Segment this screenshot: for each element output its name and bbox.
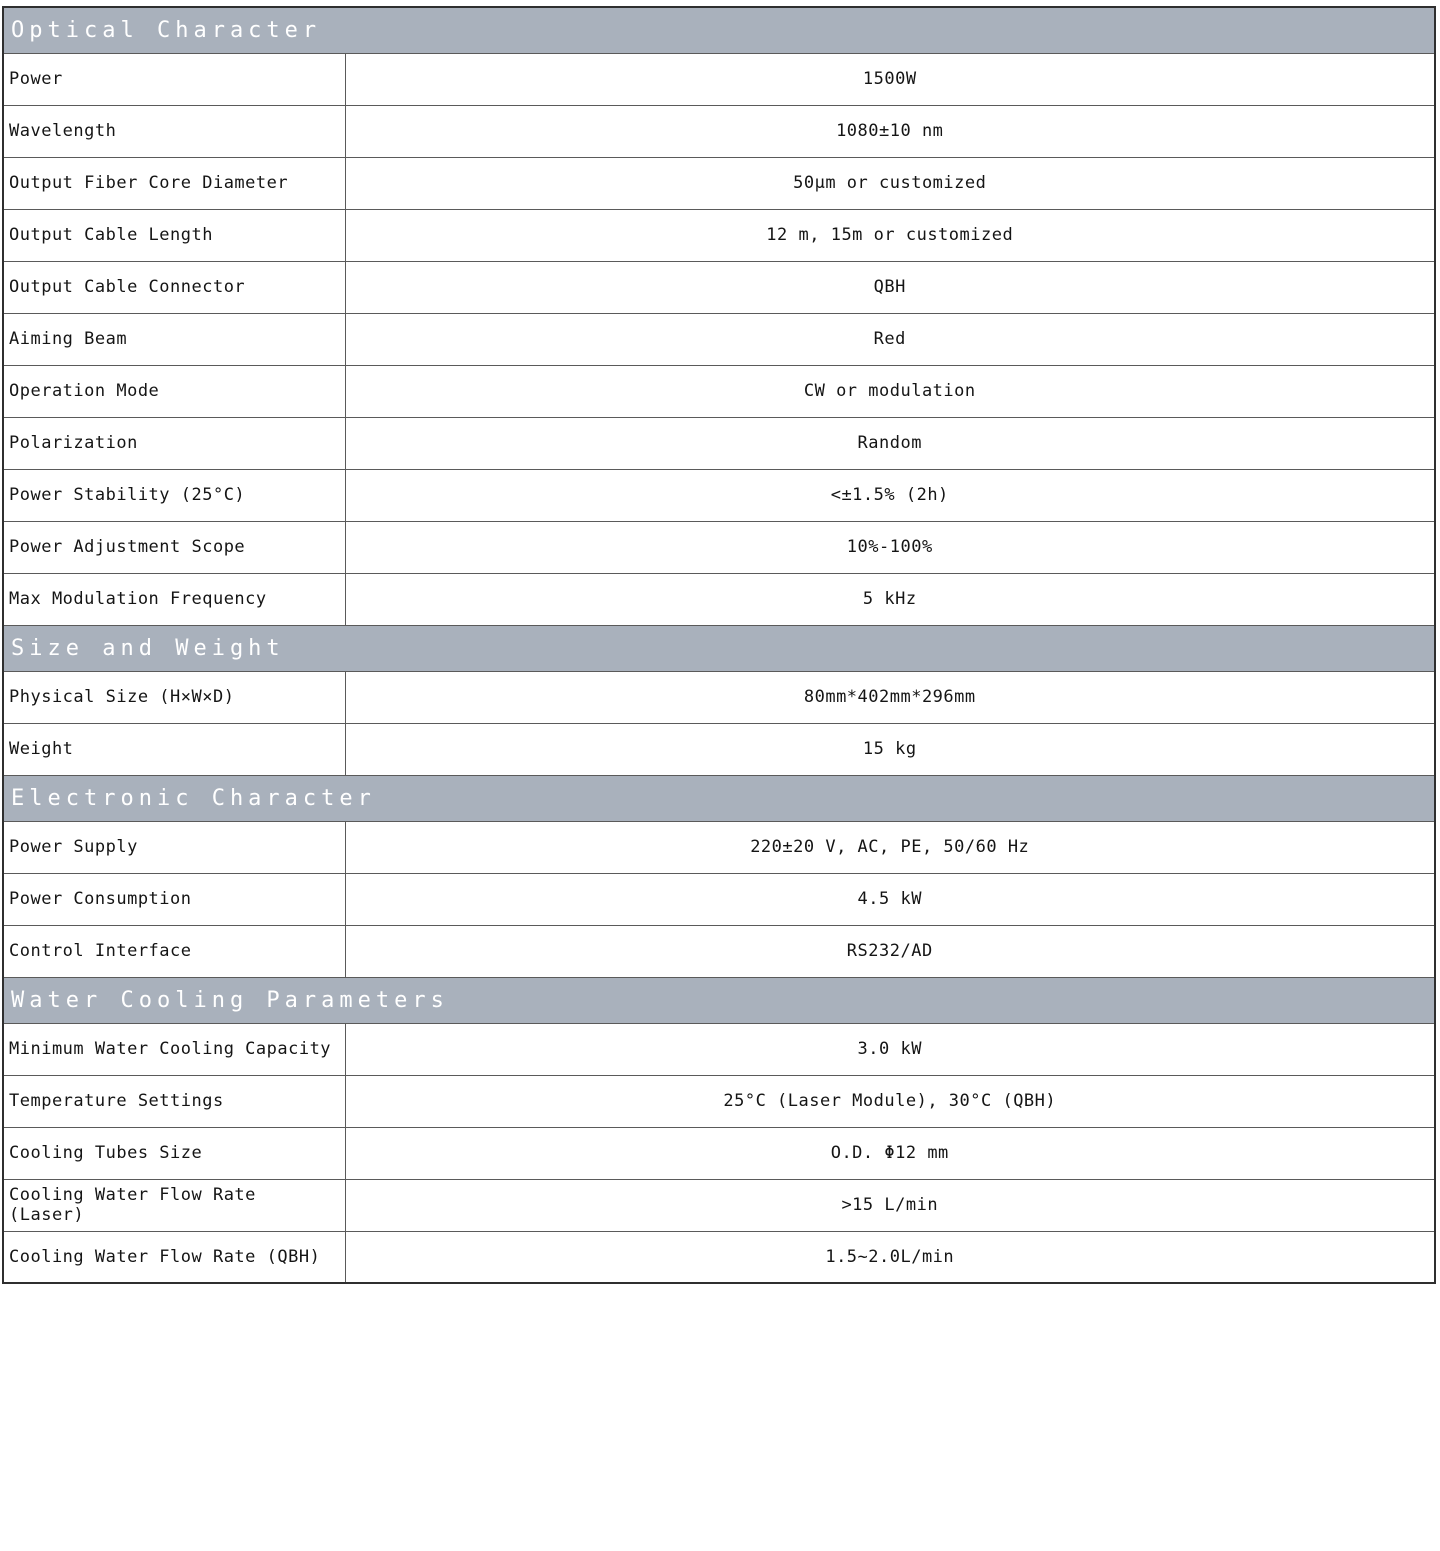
row-power-consumption bbox=[3, 873, 1435, 925]
row-output-fiber-core-diameter bbox=[3, 157, 1435, 209]
row-control-interface bbox=[3, 925, 1435, 977]
row-physical-size-h-w-d bbox=[3, 671, 1435, 723]
row-power-adjustment-scope-value: 10%-100% bbox=[345, 521, 1435, 573]
row-minimum-water-cooling-capacity-value: 3.0 kW bbox=[345, 1023, 1435, 1075]
row-temperature-settings-value: 25°C (Laser Module), 30°C (QBH) bbox=[345, 1075, 1435, 1127]
row-operation-mode bbox=[3, 365, 1435, 417]
section-title-optical-character: Optical Character bbox=[3, 7, 1435, 53]
row-max-modulation-frequency bbox=[3, 573, 1435, 625]
row-physical-size-h-w-d-label: Physical Size (H×W×D) bbox=[3, 671, 345, 723]
row-temperature-settings-label: Temperature Settings bbox=[3, 1075, 345, 1127]
row-cooling-water-flow-rate-qbh-value: 1.5~2.0L/min bbox=[345, 1231, 1435, 1283]
row-output-cable-length-value: 12 m, 15m or customized bbox=[345, 209, 1435, 261]
row-max-modulation-frequency-value: 5 kHz bbox=[345, 573, 1435, 625]
row-polarization-label: Polarization bbox=[3, 417, 345, 469]
row-wavelength-label: Wavelength bbox=[3, 105, 345, 157]
row-power-stability-25-c-label: Power Stability (25°C) bbox=[3, 469, 345, 521]
row-cooling-tubes-size bbox=[3, 1127, 1435, 1179]
row-polarization bbox=[3, 417, 1435, 469]
row-power-adjustment-scope-label: Power Adjustment Scope bbox=[3, 521, 345, 573]
row-cooling-tubes-size-label: Cooling Tubes Size bbox=[3, 1127, 345, 1179]
row-output-cable-connector bbox=[3, 261, 1435, 313]
row-power-consumption-value: 4.5 kW bbox=[345, 873, 1435, 925]
row-cooling-water-flow-rate-qbh bbox=[3, 1231, 1435, 1283]
section-title-water-cooling-parameters: Water Cooling Parameters bbox=[3, 977, 1435, 1023]
row-control-interface-value: RS232/AD bbox=[345, 925, 1435, 977]
row-cooling-water-flow-rate-laser-label: Cooling Water Flow Rate (Laser) bbox=[3, 1179, 345, 1231]
row-power-supply-label: Power Supply bbox=[3, 821, 345, 873]
row-output-fiber-core-diameter-label: Output Fiber Core Diameter bbox=[3, 157, 345, 209]
row-output-cable-length-label: Output Cable Length bbox=[3, 209, 345, 261]
row-weight bbox=[3, 723, 1435, 775]
row-power-adjustment-scope bbox=[3, 521, 1435, 573]
row-cooling-water-flow-rate-laser bbox=[3, 1179, 1435, 1231]
row-output-fiber-core-diameter-value: 50μm or customized bbox=[345, 157, 1435, 209]
row-weight-value: 15 kg bbox=[345, 723, 1435, 775]
row-power bbox=[3, 53, 1435, 105]
row-aiming-beam bbox=[3, 313, 1435, 365]
spec-table-body bbox=[3, 7, 1435, 1283]
row-power-consumption-label: Power Consumption bbox=[3, 873, 345, 925]
row-minimum-water-cooling-capacity-label: Minimum Water Cooling Capacity bbox=[3, 1023, 345, 1075]
row-wavelength-value: 1080±10 nm bbox=[345, 105, 1435, 157]
row-temperature-settings bbox=[3, 1075, 1435, 1127]
spec-table bbox=[2, 6, 1436, 1284]
row-wavelength bbox=[3, 105, 1435, 157]
section-electronic-character bbox=[3, 775, 1435, 821]
row-operation-mode-label: Operation Mode bbox=[3, 365, 345, 417]
row-physical-size-h-w-d-value: 80mm*402mm*296mm bbox=[345, 671, 1435, 723]
row-output-cable-connector-label: Output Cable Connector bbox=[3, 261, 345, 313]
section-title-size-and-weight: Size and Weight bbox=[3, 625, 1435, 671]
row-aiming-beam-label: Aiming Beam bbox=[3, 313, 345, 365]
row-weight-label: Weight bbox=[3, 723, 345, 775]
row-minimum-water-cooling-capacity bbox=[3, 1023, 1435, 1075]
row-power-supply bbox=[3, 821, 1435, 873]
row-cooling-tubes-size-value: O.D. Φ12 mm bbox=[345, 1127, 1435, 1179]
row-polarization-value: Random bbox=[345, 417, 1435, 469]
row-power-stability-25-c-value: <±1.5% (2h) bbox=[345, 469, 1435, 521]
row-output-cable-length bbox=[3, 209, 1435, 261]
row-power-supply-value: 220±20 V, AC, PE, 50/60 Hz bbox=[345, 821, 1435, 873]
section-size-and-weight bbox=[3, 625, 1435, 671]
row-output-cable-connector-value: QBH bbox=[345, 261, 1435, 313]
row-operation-mode-value: CW or modulation bbox=[345, 365, 1435, 417]
row-power-label: Power bbox=[3, 53, 345, 105]
section-title-electronic-character: Electronic Character bbox=[3, 775, 1435, 821]
section-water-cooling-parameters bbox=[3, 977, 1435, 1023]
row-max-modulation-frequency-label: Max Modulation Frequency bbox=[3, 573, 345, 625]
row-control-interface-label: Control Interface bbox=[3, 925, 345, 977]
row-cooling-water-flow-rate-laser-value: >15 L/min bbox=[345, 1179, 1435, 1231]
row-cooling-water-flow-rate-qbh-label: Cooling Water Flow Rate (QBH) bbox=[3, 1231, 345, 1283]
section-optical-character bbox=[3, 7, 1435, 53]
row-power-value: 1500W bbox=[345, 53, 1435, 105]
row-power-stability-25-c bbox=[3, 469, 1435, 521]
row-aiming-beam-value: Red bbox=[345, 313, 1435, 365]
